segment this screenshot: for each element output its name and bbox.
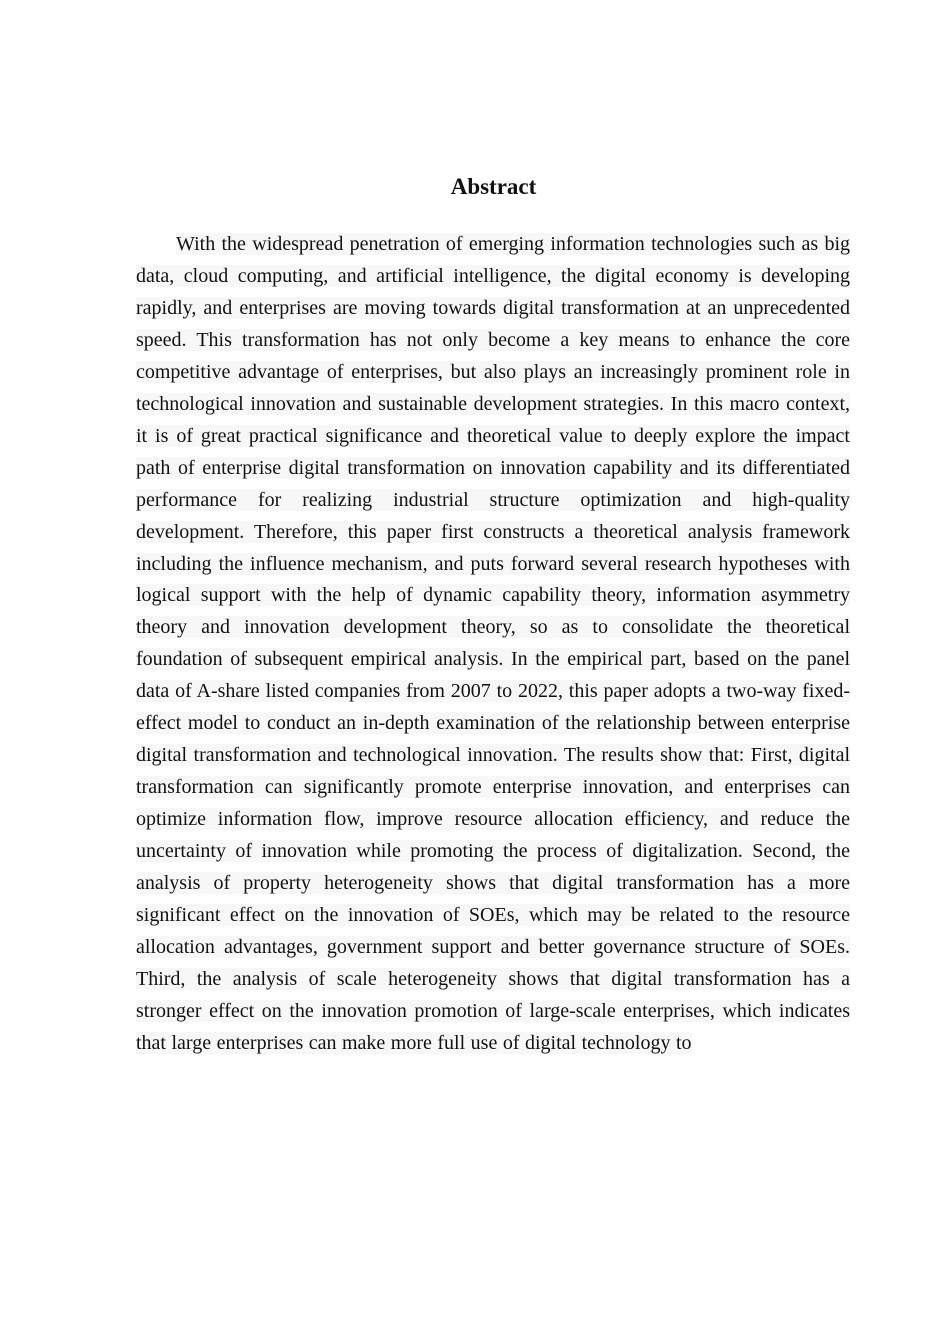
abstract-body-paragraph [136, 229, 850, 1060]
abstract-body-text: With the widespread penetration of emerging information technologies such as big data, cloud computing, and artificial intelligence, the digital economy is developing rapidly, and enterprises are moving towards digital transformation at an unprecedented speed. This transformation has not only become a key means to enhance the core competitive advantage of enterprises, but also plays an increasingly prominent role in technological innovation and sustainable development strategies. In this macro context, it is of great practical significance and theoretical value to deeply explore the impact path of enterprise digital transformation on innovation capability and its differentiated performance for realizing industrial structure optimization and high-quality development. Therefore, this paper first constructs a theoretical analysis framework including the influence mechanism, and puts forward several research hypotheses with logical support with the help of dynamic capability theory, information asymmetry theory and innovation development theory, so as to consolidate the theoretical foundation of subsequent empirical analysis. In the empirical part, based on the panel data of A-share listed companies from 2007 to 2022, this paper adopts a two-way fixed-effect model to conduct an in-depth examination of the relationship between enterprise digital transformation and technological innovation. The results show that: First, digital transformation can significantly promote enterprise innovation, and enterprises can optimize information flow, improve resource allocation efficiency, and reduce the uncertainty of innovation while promoting the process of digitalization. Second, the analysis of property heterogeneity shows that digital transformation has a more significant effect on the innovation of SOEs, which may be related to the resource allocation advantages, government support and better governance structure of SOEs. Third, the analysis of scale heterogeneity shows that digital transformation has a stronger effect on the innovation promotion of large-scale enterprises, which indicates that large enterprises can make more full use of digital technology to [136, 233, 850, 1054]
abstract-title: Abstract [450, 174, 537, 199]
